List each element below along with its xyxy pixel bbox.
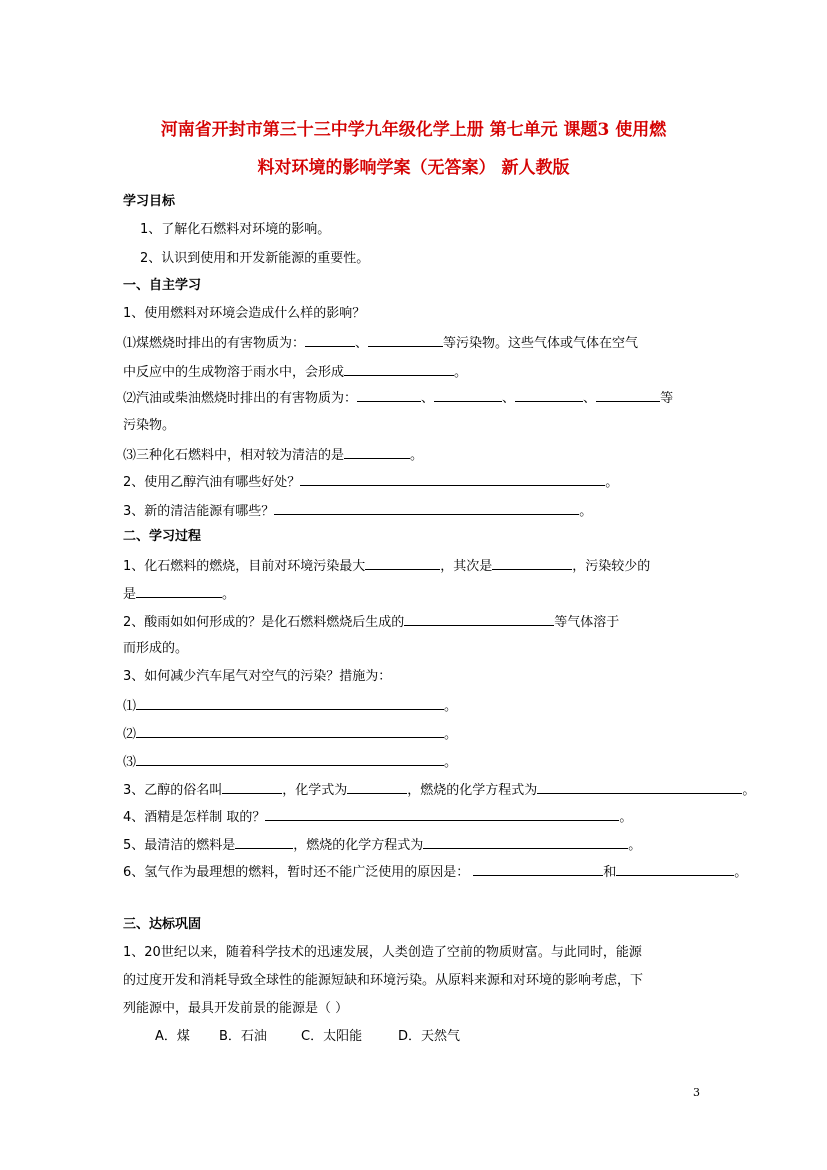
cleanest-fuel-line: 5、最清洁的燃料是 ，燃烧的化学方程式为 。 xyxy=(123,838,642,853)
blank xyxy=(616,863,734,876)
gasoline-pollutants-line: ⑵汽油或柴油燃烧时排出的有害物质为： 、 、 、 等 xyxy=(123,391,674,406)
blank xyxy=(265,808,619,821)
process-heading: 二、学习过程 xyxy=(123,529,202,544)
process-line-1-cont: 是 。 xyxy=(123,587,236,602)
blank xyxy=(492,557,572,570)
ethanol-line: 3、乙醇的俗名叫 ，化学式为 ，燃烧的化学方程式为 。 xyxy=(123,783,756,798)
blank xyxy=(136,725,444,738)
blank xyxy=(136,585,222,598)
blank xyxy=(365,557,440,570)
blank xyxy=(404,613,554,626)
blank xyxy=(357,389,421,402)
blank xyxy=(274,502,579,515)
objective-item: 2、认识到使用和开发新能源的重要性。 xyxy=(140,251,370,266)
mcq-option-a: A．煤 xyxy=(155,1029,190,1044)
mcq-line-3: 列能源中，最具开发前景的能源是（ ） xyxy=(123,1001,349,1016)
process-line-2-cont: 而形成的。 xyxy=(123,641,189,656)
blank xyxy=(344,363,454,376)
blank xyxy=(136,753,444,766)
mcq-line-2: 的过度开发和消耗导致全球性的能源短缺和环境污染。从原料来源和对环境的影响考虑，下 xyxy=(123,973,644,988)
mcq-option-b: B．石油 xyxy=(219,1029,267,1044)
blank xyxy=(473,863,603,876)
process-line-3: 3、如何减少汽车尾气对空气的污染？措施为： xyxy=(123,669,392,684)
coal-pollutants-line: ⑴煤燃烧时排出的有害物质为： 、 等污染物。这些气体或气体在空气 xyxy=(123,336,639,351)
blank xyxy=(300,473,605,486)
document-title-line-1: 河南省开封市第三十三中学九年级化学上册 第七单元 课题3 使用燃 xyxy=(160,120,667,140)
objective-item: 1、了解化石燃料对环境的影响。 xyxy=(140,222,331,237)
cleanest-fossil-fuel-line: ⑶三种化石燃料中，相对较为清洁的是 。 xyxy=(123,448,424,463)
blank xyxy=(235,836,293,849)
blank xyxy=(344,446,410,459)
question-2: 2、使用乙醇汽油有哪些好处？ 。 xyxy=(123,475,619,490)
mcq-line-1: 1、20世纪以来，随着科学技术的迅速发展，人类创造了空前的物质财富。与此同时，能源 xyxy=(123,945,642,960)
consolidate-heading: 三、达标巩固 xyxy=(123,917,202,932)
blank xyxy=(423,836,628,849)
process-line-1: 1、化石燃料的燃烧，目前对环境污染最大 ，其次是 ，污染较少的 xyxy=(123,559,651,574)
question-1: 1、使用燃料对环境会造成什么样的影响？ xyxy=(123,306,366,321)
alcohol-production-line: 4、酒精是怎样制 取的？ 。 xyxy=(123,810,633,825)
objectives-heading: 学习目标 xyxy=(123,194,176,209)
process-line-2: 2、酸雨如如何形成的？是化石燃料燃烧后生成的 等气体溶于 xyxy=(123,615,620,630)
hydrogen-line: 6、氢气作为最理想的燃料，暂时还不能广泛使用的原因是： 和 。 xyxy=(123,865,748,880)
page-number: 3 xyxy=(693,1086,700,1099)
question-3: 3、新的清洁能源有哪些？ 。 xyxy=(123,504,593,519)
blank xyxy=(596,389,660,402)
measure-3: ⑶ 。 xyxy=(123,755,458,770)
blank xyxy=(305,334,355,347)
blank xyxy=(347,781,407,794)
blank xyxy=(222,781,282,794)
mcq-option-c: C．太阳能 xyxy=(301,1029,363,1044)
document-title-line-2: 料对环境的影响学案（无答案） 新人教版 xyxy=(257,158,570,178)
measure-2: ⑵ 。 xyxy=(123,727,458,742)
blank xyxy=(434,389,502,402)
blank xyxy=(136,697,444,710)
measure-1: ⑴ 。 xyxy=(123,699,458,714)
acid-rain-line: 中反应中的生成物溶于雨水中，会形成 。 xyxy=(123,365,468,380)
self-study-heading: 一、自主学习 xyxy=(123,278,202,293)
blank xyxy=(368,334,443,347)
blank xyxy=(537,781,742,794)
gasoline-pollutants-cont: 污染物。 xyxy=(123,418,176,433)
blank xyxy=(515,389,583,402)
mcq-option-d: D．天然气 xyxy=(398,1029,461,1044)
